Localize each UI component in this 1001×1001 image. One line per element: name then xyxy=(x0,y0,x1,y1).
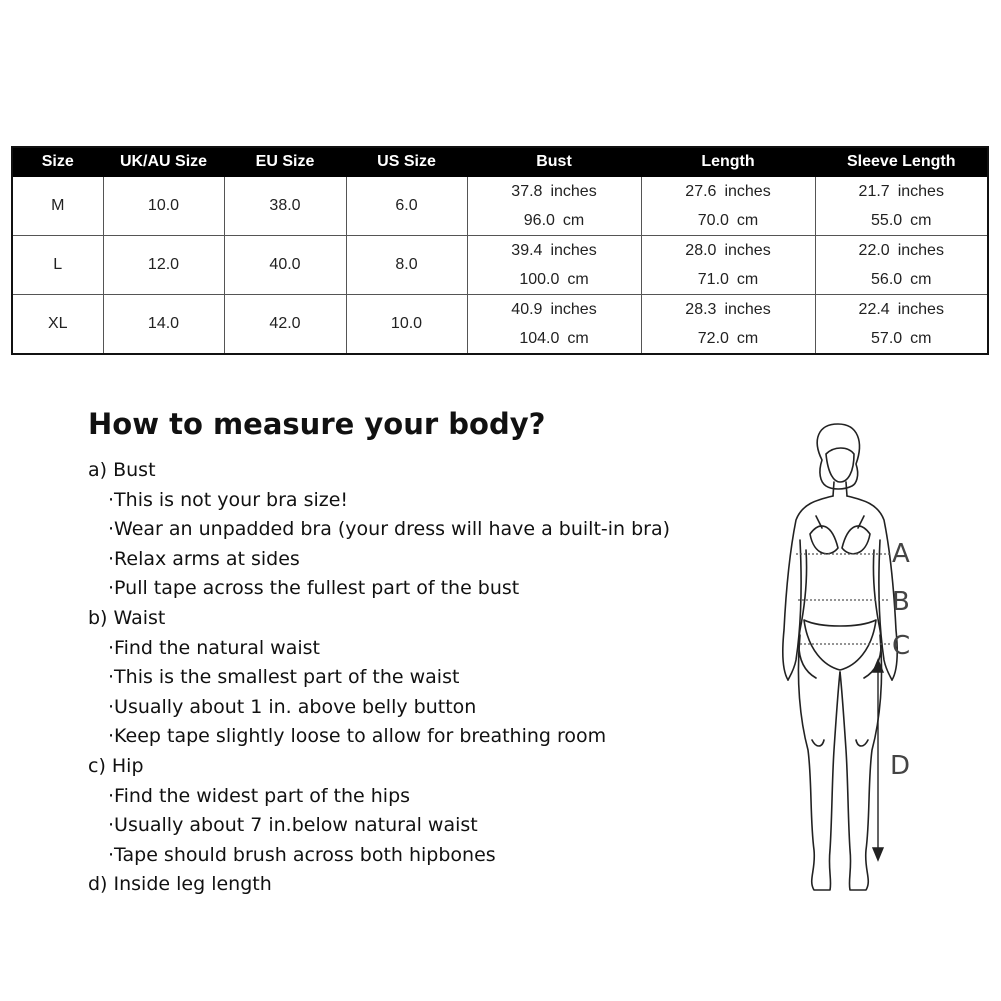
length-inches-value: 27.6 xyxy=(685,183,717,200)
header-us-size: US Size xyxy=(346,147,467,177)
sleeve-inches-value: 22.4 xyxy=(858,301,890,318)
sleeve-cell xyxy=(815,177,988,236)
list-item: ·Keep tape slightly loose to allow for breathing room xyxy=(108,725,607,748)
body-measurement-figure xyxy=(760,420,920,900)
uk-au-cell: 12.0 xyxy=(103,236,224,295)
bust-inches-unit: inches xyxy=(550,301,597,318)
sleeve-inches-value: 21.7 xyxy=(858,183,890,200)
us-cell: 10.0 xyxy=(346,295,467,355)
bust-cm-unit: cm xyxy=(567,271,589,288)
sleeve-cm-value: 55.0 xyxy=(871,212,903,229)
bust-cm-value: 96.0 xyxy=(523,212,555,229)
uk-au-cell: 10.0 xyxy=(103,177,224,236)
list-item: ·Tape should brush across both hipbones xyxy=(108,843,496,866)
measurement-guide xyxy=(88,404,768,900)
length-cm-unit: cm xyxy=(736,212,759,229)
sleeve-cell xyxy=(815,236,988,295)
length-cm-value: 71.0 xyxy=(697,271,729,288)
label-d: D xyxy=(890,751,911,781)
list-item: ·This is not your bra size! xyxy=(108,488,349,511)
list-item: ·Wear an unpadded bra (your dress will have a built-in bra) xyxy=(108,518,671,541)
length-inches-value: 28.0 xyxy=(685,242,717,259)
bust-inches-unit: inches xyxy=(550,242,597,259)
size-cell: M xyxy=(12,177,103,236)
list-item: ·Pull tape across the fullest part of the bust xyxy=(108,577,520,600)
bust-inches-value: 37.8 xyxy=(511,183,543,200)
length-inches-unit: inches xyxy=(724,242,771,259)
header-length: Length xyxy=(641,147,815,177)
label-c: C xyxy=(892,631,911,661)
list-item: ·Relax arms at sides xyxy=(108,547,300,570)
sleeve-cm-unit: cm xyxy=(910,330,932,347)
section-inside-leg-label: d) Inside leg length xyxy=(88,873,272,896)
sleeve-cm-unit: cm xyxy=(910,271,932,288)
sleeve-cm-value: 57.0 xyxy=(871,330,903,347)
length-cm-value: 72.0 xyxy=(697,330,729,347)
us-cell: 6.0 xyxy=(346,177,467,236)
section-bust-label: a) Bust xyxy=(88,459,156,481)
sleeve-inches-unit: inches xyxy=(897,301,944,318)
length-inches-unit: inches xyxy=(724,183,771,200)
list-item: ·Usually about 1 in. above belly button xyxy=(108,695,477,718)
bust-inches-value: 39.4 xyxy=(511,242,543,259)
list-item: ·Find the widest part of the hips xyxy=(108,784,411,807)
table-row xyxy=(12,177,988,236)
eu-cell: 38.0 xyxy=(224,177,346,236)
bust-inches-value: 40.9 xyxy=(511,301,543,318)
header-eu-size: EU Size xyxy=(224,147,346,177)
section-hip-label: c) Hip xyxy=(88,754,144,777)
size-cell: L xyxy=(12,236,103,295)
sleeve-cm-unit: cm xyxy=(910,212,932,229)
section-waist-label: b) Waist xyxy=(88,606,166,629)
label-a: A xyxy=(892,539,910,569)
sleeve-cm-value: 56.0 xyxy=(871,271,903,288)
eu-cell: 40.0 xyxy=(224,236,346,295)
bust-cm-value: 104.0 xyxy=(519,330,560,347)
length-inches-unit: inches xyxy=(724,301,771,318)
size-cell: XL xyxy=(12,295,103,355)
bust-cell xyxy=(467,236,641,295)
sleeve-inches-unit: inches xyxy=(897,183,944,200)
sleeve-inches-value: 22.0 xyxy=(858,242,890,259)
sleeve-inches-unit: inches xyxy=(897,242,944,259)
eu-cell: 42.0 xyxy=(224,295,346,355)
bust-cell xyxy=(467,295,641,355)
guide-title: How to measure your body? xyxy=(88,407,546,441)
header-uk-au-size: UK/AU Size xyxy=(103,147,224,177)
bust-cm-unit: cm xyxy=(562,212,585,229)
length-cell xyxy=(641,295,815,355)
us-cell: 8.0 xyxy=(346,236,467,295)
bust-cm-value: 100.0 xyxy=(519,271,560,288)
sleeve-cell xyxy=(815,295,988,355)
length-cell xyxy=(641,177,815,236)
length-inches-value: 28.3 xyxy=(685,301,717,318)
header-sleeve-length: Sleeve Length xyxy=(815,147,988,177)
bust-cell xyxy=(467,177,641,236)
length-cm-value: 70.0 xyxy=(697,212,729,229)
list-item: ·Find the natural waist xyxy=(108,636,320,659)
list-item: ·This is the smallest part of the waist xyxy=(108,666,460,689)
length-cm-unit: cm xyxy=(736,271,759,288)
table-row xyxy=(12,236,988,295)
body-outline xyxy=(783,424,897,890)
header-bust: Bust xyxy=(467,147,641,177)
length-cm-unit: cm xyxy=(736,330,759,347)
length-cell xyxy=(641,236,815,295)
header-size: Size xyxy=(12,147,103,177)
bust-cm-unit: cm xyxy=(567,330,589,347)
size-chart-table xyxy=(11,146,989,355)
list-item: ·Usually about 7 in.below natural waist xyxy=(108,814,478,837)
label-b: B xyxy=(892,587,910,617)
bust-inches-unit: inches xyxy=(550,183,597,200)
table-row xyxy=(12,295,988,355)
uk-au-cell: 14.0 xyxy=(103,295,224,355)
size-chart-header-row xyxy=(12,147,988,177)
